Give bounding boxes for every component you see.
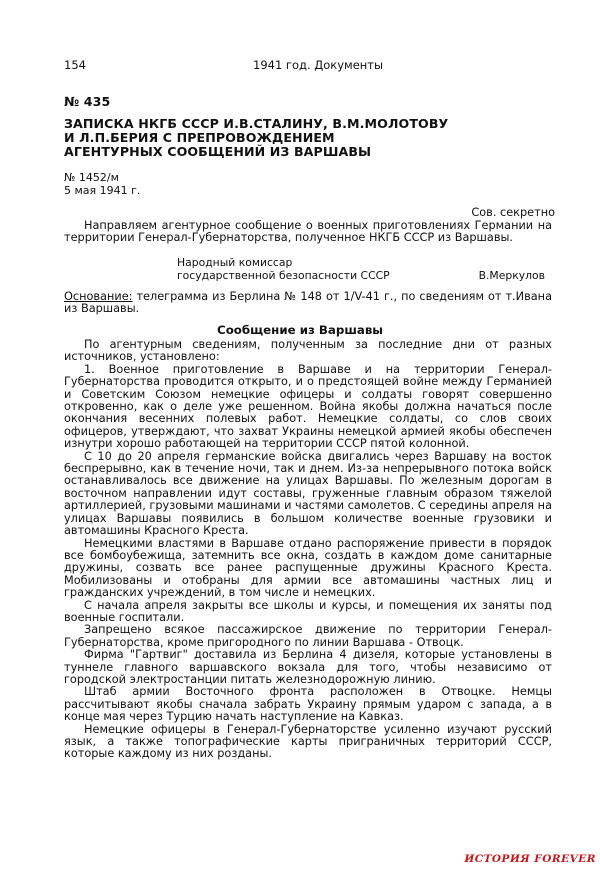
signature-position <box>177 257 390 282</box>
document-title <box>64 117 448 159</box>
report-paragraph: Фирма "Гартвиг" доставила из Берлина 4 дизеля, которые установлены в туннеле главного варшавского вокзала для того, чтобы независимо от городской электростанции питать железнодорожную линию. <box>64 648 552 686</box>
report-paragraph: 1. Военное приготовление в Варшаве и на территории Генерал-Губернаторства проводится открыто, и о предстоящей войне между Германией и Советским Союзом немецкие офицеры и солдаты говорят совершенно откровенно, как о деле уже решенном. Война якобы должна начаться после окончания весенних полевых работ. Немецкие солдаты, со слов своих офицеров, утверждают, что захват Украины немецкой армией якобы обеспечен изнутри хорошо работающей на территории СССР пятой колонной. <box>64 362 552 451</box>
report-paragraph: Немецкие офицеры в Генерал-Губернаторстве усиленно изучают русский язык, а также топографические карты приграничных территорий СССР, которые каждому из них розданы. <box>64 722 552 761</box>
document-title-line: ЗАПИСКА НКГБ СССР И.В.СТАЛИНУ, В.М.МОЛОТОВУ <box>64 116 449 131</box>
watermark-logo: ИСТОРИЯ FOREVER <box>464 853 596 865</box>
report-paragraph: С 10 до 20 апреля германские войска двигались через Варшаву на восток беспрерывно, как в течение ночи, так и днем. Из-за непрерывного потока войск останавливалось все движение на улицах Варшавы. По железным дорогам в восточном направлении идут составы, груженные главным образом тяжелой артиллерией, грузовыми машинами и частями самолетов. С середины апреля на улицах Варшавы появились в большом количестве военные грузовики и автомашины Красного Креста. <box>64 449 552 538</box>
basis-label: Основание: <box>64 290 133 303</box>
cover-paragraph: Направляем агентурное сообщение о военных приготовлениях Германии на территории Генерал-Губернаторства, полученное НКГБ СССР из Варшавы. <box>64 219 552 245</box>
report-paragraph: По агентурным сведениям, полученным за последние дни от разных источников, установлено: <box>64 338 552 364</box>
reference-number: № 1452/м <box>64 171 119 184</box>
report-paragraph: Немецкими властями в Варшаве отдано распоряжение привести в порядок все бомбоубежища, затемнить все окна, создать в каждом доме санитарные дружины, созвать все ранее распущенные дружины Красного Креста. Мобилизованы и отобраны для армии все автомашины частных лиц и гражданских учреждений, в том числе и немецких. <box>64 536 552 600</box>
basis-text: телеграмма из Берлина № 148 от 1/V-41 г., по сведениям от т.Ивана из Варшавы. <box>64 290 552 316</box>
document-title-line: И Л.П.БЕРИЯ С ПРЕПРОВОЖДЕНИЕМ <box>64 130 335 145</box>
document-number: № 435 <box>64 94 111 109</box>
report-body <box>64 339 552 761</box>
report-paragraph: Штаб армии Восточного фронта расположен в Отвоцке. Немцы рассчитывают якобы сначала забрать Украину прямым ударом с запада, а в конце мая через Турцию начать наступление на Кавказ. <box>64 685 552 724</box>
basis-note <box>64 291 552 316</box>
document-title-line: АГЕНТУРНЫХ СООБЩЕНИЙ ИЗ ВАРШАВЫ <box>64 144 372 159</box>
report-paragraph: Запрещено всякое пассажирское движение по территории Генерал-Губернаторства, кроме пригородного по линии Варшава - Отвоцк. <box>64 623 552 649</box>
report-title: Сообщение из Варшавы <box>217 323 383 337</box>
document-date: 5 мая 1941 г. <box>64 184 141 197</box>
running-title: 1941 год. Документы <box>253 58 384 72</box>
cover-text <box>64 220 552 245</box>
signature-position-line: Народный комиссар <box>177 256 293 269</box>
classification-stamp: Сов. секретно <box>471 206 555 219</box>
report-paragraph: С начала апреля закрыты все школы и курсы, и помещения их заняты под военные госпитали. <box>64 598 552 624</box>
signature-name: В.Меркулов <box>478 269 545 282</box>
page-number: 154 <box>64 58 86 72</box>
signature-position-line: государственной безопасности СССР <box>177 268 390 282</box>
